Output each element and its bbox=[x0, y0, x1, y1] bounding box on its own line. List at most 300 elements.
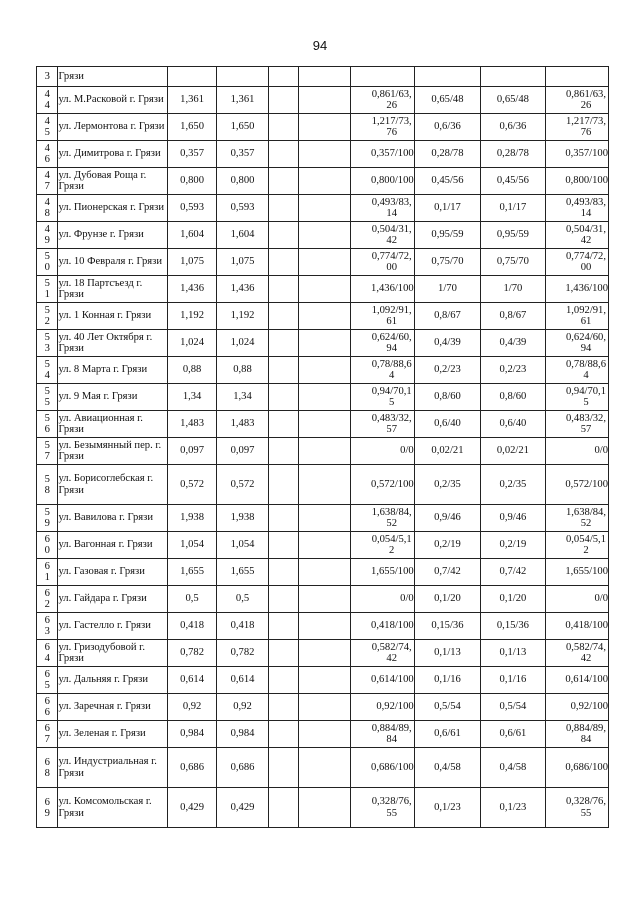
value-col-6: 0,7/42 bbox=[414, 559, 481, 586]
value-col-7 bbox=[481, 67, 545, 87]
table-row bbox=[37, 195, 609, 222]
value-col-5: 0,884/89,84 bbox=[351, 721, 414, 748]
row-number: 52 bbox=[37, 303, 58, 330]
table-row bbox=[37, 87, 609, 114]
table-row bbox=[37, 532, 609, 559]
value-col-8: 0,800/100 bbox=[545, 168, 608, 195]
row-number: 57 bbox=[37, 438, 58, 465]
value-col-5: 0,504/31,42 bbox=[351, 222, 414, 249]
table-row bbox=[37, 67, 609, 87]
value-col-1: 0,686 bbox=[167, 748, 216, 788]
row-number: 67 bbox=[37, 721, 58, 748]
value-col-3 bbox=[268, 465, 298, 505]
value-col-7: 0,28/78 bbox=[481, 141, 545, 168]
value-col-5: 0,92/100 bbox=[351, 694, 414, 721]
value-col-2: 0,984 bbox=[217, 721, 269, 748]
value-col-5: 1,638/84,52 bbox=[351, 505, 414, 532]
value-col-2: 0,614 bbox=[217, 667, 269, 694]
street-name: ул. 9 Мая г. Грязи bbox=[58, 384, 167, 411]
value-col-1: 0,357 bbox=[167, 141, 216, 168]
value-col-8: 0,418/100 bbox=[545, 613, 608, 640]
street-name: ул. Гризодубовой г. Грязи bbox=[58, 640, 167, 667]
value-col-1: 1,604 bbox=[167, 222, 216, 249]
table-row bbox=[37, 640, 609, 667]
row-number: 65 bbox=[37, 667, 58, 694]
value-col-4 bbox=[298, 505, 351, 532]
value-col-2: 1,655 bbox=[217, 559, 269, 586]
value-col-3 bbox=[268, 640, 298, 667]
value-col-1: 0,418 bbox=[167, 613, 216, 640]
value-col-1: 0,097 bbox=[167, 438, 216, 465]
value-col-6: 0,75/70 bbox=[414, 249, 481, 276]
row-number: 63 bbox=[37, 613, 58, 640]
value-col-5: 0,418/100 bbox=[351, 613, 414, 640]
table-row bbox=[37, 559, 609, 586]
value-col-2: 0,686 bbox=[217, 748, 269, 788]
value-col-8: 1,092/91,61 bbox=[545, 303, 608, 330]
value-col-6: 0,1/20 bbox=[414, 586, 481, 613]
value-col-8: 0,493/83,14 bbox=[545, 195, 608, 222]
value-col-4 bbox=[298, 788, 351, 828]
street-name: ул. М.Расковой г. Грязи bbox=[58, 87, 167, 114]
value-col-2: 1,436 bbox=[217, 276, 269, 303]
row-number: 61 bbox=[37, 559, 58, 586]
value-col-2: 1,192 bbox=[217, 303, 269, 330]
table-row bbox=[37, 141, 609, 168]
row-number: 55 bbox=[37, 384, 58, 411]
value-col-6: 0,65/48 bbox=[414, 87, 481, 114]
value-col-5: 0/0 bbox=[351, 586, 414, 613]
street-name: ул. Пионерская г. Грязи bbox=[58, 195, 167, 222]
value-col-3 bbox=[268, 438, 298, 465]
value-col-1: 0,88 bbox=[167, 357, 216, 384]
value-col-7: 0,2/23 bbox=[481, 357, 545, 384]
value-col-2: 1,938 bbox=[217, 505, 269, 532]
value-col-2: 0,357 bbox=[217, 141, 269, 168]
value-col-4 bbox=[298, 249, 351, 276]
value-col-5: 1,655/100 bbox=[351, 559, 414, 586]
value-col-5: 1,092/91,61 bbox=[351, 303, 414, 330]
table-row bbox=[37, 465, 609, 505]
table-row bbox=[37, 330, 609, 357]
street-name: ул. 8 Марта г. Грязи bbox=[58, 357, 167, 384]
value-col-8: 0,774/72,00 bbox=[545, 249, 608, 276]
value-col-1: 0,429 bbox=[167, 788, 216, 828]
value-col-7: 0,1/17 bbox=[481, 195, 545, 222]
value-col-4 bbox=[298, 559, 351, 586]
table-row bbox=[37, 505, 609, 532]
value-col-6: 0,95/59 bbox=[414, 222, 481, 249]
value-col-6: 0,1/13 bbox=[414, 640, 481, 667]
value-col-3 bbox=[268, 276, 298, 303]
value-col-1: 1,436 bbox=[167, 276, 216, 303]
value-col-1: 1,361 bbox=[167, 87, 216, 114]
value-col-4 bbox=[298, 667, 351, 694]
value-col-2: 0,800 bbox=[217, 168, 269, 195]
value-col-6: 0,02/21 bbox=[414, 438, 481, 465]
value-col-7: 0,1/20 bbox=[481, 586, 545, 613]
value-col-3 bbox=[268, 303, 298, 330]
value-col-6: 0,15/36 bbox=[414, 613, 481, 640]
value-col-4 bbox=[298, 694, 351, 721]
value-col-5: 0,328/76,55 bbox=[351, 788, 414, 828]
value-col-6: 0,4/39 bbox=[414, 330, 481, 357]
value-col-2: 0,097 bbox=[217, 438, 269, 465]
table-row bbox=[37, 613, 609, 640]
value-col-3 bbox=[268, 721, 298, 748]
value-col-8: 0,328/76,55 bbox=[545, 788, 608, 828]
value-col-2: 1,483 bbox=[217, 411, 269, 438]
row-number: 60 bbox=[37, 532, 58, 559]
table-row bbox=[37, 667, 609, 694]
value-col-2: 0,88 bbox=[217, 357, 269, 384]
value-col-8: 0,861/63,26 bbox=[545, 87, 608, 114]
value-col-6: 0,8/67 bbox=[414, 303, 481, 330]
value-col-2 bbox=[217, 67, 269, 87]
value-col-5: 0,800/100 bbox=[351, 168, 414, 195]
value-col-6: 0,1/23 bbox=[414, 788, 481, 828]
value-col-4 bbox=[298, 141, 351, 168]
row-number: 47 bbox=[37, 168, 58, 195]
value-col-7: 0,5/54 bbox=[481, 694, 545, 721]
row-number: 64 bbox=[37, 640, 58, 667]
value-col-2: 1,34 bbox=[217, 384, 269, 411]
value-col-7: 1/70 bbox=[481, 276, 545, 303]
value-col-7: 0,4/58 bbox=[481, 748, 545, 788]
value-col-7: 0,15/36 bbox=[481, 613, 545, 640]
value-col-5: 0,493/83,14 bbox=[351, 195, 414, 222]
value-col-8: 0,686/100 bbox=[545, 748, 608, 788]
value-col-7: 0,1/16 bbox=[481, 667, 545, 694]
value-col-8: 0,884/89,84 bbox=[545, 721, 608, 748]
value-col-7: 0,6/61 bbox=[481, 721, 545, 748]
table-row bbox=[37, 411, 609, 438]
value-col-6: 0,8/60 bbox=[414, 384, 481, 411]
value-col-5: 0,614/100 bbox=[351, 667, 414, 694]
value-col-4 bbox=[298, 465, 351, 505]
value-col-5: 1,436/100 bbox=[351, 276, 414, 303]
value-col-8: 0,054/5,12 bbox=[545, 532, 608, 559]
value-col-1: 1,34 bbox=[167, 384, 216, 411]
value-col-1: 0,593 bbox=[167, 195, 216, 222]
value-col-4 bbox=[298, 330, 351, 357]
value-col-3 bbox=[268, 195, 298, 222]
value-col-6: 1/70 bbox=[414, 276, 481, 303]
value-col-4 bbox=[298, 357, 351, 384]
value-col-4 bbox=[298, 532, 351, 559]
value-col-4 bbox=[298, 384, 351, 411]
table-body bbox=[37, 67, 609, 828]
value-col-7: 0,8/67 bbox=[481, 303, 545, 330]
value-col-3 bbox=[268, 613, 298, 640]
street-name: ул. Зеленая г. Грязи bbox=[58, 721, 167, 748]
street-name: ул. Гайдара г. Грязи bbox=[58, 586, 167, 613]
value-col-4 bbox=[298, 195, 351, 222]
street-name: Грязи bbox=[58, 67, 167, 87]
value-col-8: 0,483/32,57 bbox=[545, 411, 608, 438]
value-col-8: 0,572/100 bbox=[545, 465, 608, 505]
value-col-4 bbox=[298, 303, 351, 330]
value-col-6: 0,6/36 bbox=[414, 114, 481, 141]
value-col-7: 0,1/13 bbox=[481, 640, 545, 667]
table-row bbox=[37, 586, 609, 613]
row-number: 51 bbox=[37, 276, 58, 303]
value-col-6: 0,6/61 bbox=[414, 721, 481, 748]
value-col-2: 1,054 bbox=[217, 532, 269, 559]
value-col-5: 0,774/72,00 bbox=[351, 249, 414, 276]
street-name: ул. 40 Лет Октября г. Грязи bbox=[58, 330, 167, 357]
value-col-3 bbox=[268, 357, 298, 384]
value-col-4 bbox=[298, 586, 351, 613]
table-row bbox=[37, 249, 609, 276]
row-number: 48 bbox=[37, 195, 58, 222]
value-col-1: 1,655 bbox=[167, 559, 216, 586]
value-col-8: 0,92/100 bbox=[545, 694, 608, 721]
value-col-6: 0,1/16 bbox=[414, 667, 481, 694]
value-col-6: 0,5/54 bbox=[414, 694, 481, 721]
value-col-8: 0,357/100 bbox=[545, 141, 608, 168]
table-row bbox=[37, 438, 609, 465]
value-col-3 bbox=[268, 168, 298, 195]
street-name: ул. Гастелло г. Грязи bbox=[58, 613, 167, 640]
value-col-1: 1,192 bbox=[167, 303, 216, 330]
value-col-2: 1,361 bbox=[217, 87, 269, 114]
street-name: ул. Димитрова г. Грязи bbox=[58, 141, 167, 168]
value-col-6 bbox=[414, 67, 481, 87]
value-col-1: 0,800 bbox=[167, 168, 216, 195]
value-col-3 bbox=[268, 411, 298, 438]
value-col-5: 0,624/60,94 bbox=[351, 330, 414, 357]
value-col-5: 0,582/74,42 bbox=[351, 640, 414, 667]
row-number: 66 bbox=[37, 694, 58, 721]
row-number: 59 bbox=[37, 505, 58, 532]
value-col-8: 0/0 bbox=[545, 438, 608, 465]
value-col-5: 0/0 bbox=[351, 438, 414, 465]
value-col-7: 0,1/23 bbox=[481, 788, 545, 828]
value-col-8: 0,94/70,15 bbox=[545, 384, 608, 411]
page-number: 94 bbox=[312, 38, 328, 53]
value-col-3 bbox=[268, 141, 298, 168]
street-name: ул. Дубовая Роща г. Грязи bbox=[58, 168, 167, 195]
value-col-8: 0,78/88,64 bbox=[545, 357, 608, 384]
value-col-4 bbox=[298, 438, 351, 465]
value-col-2: 0,92 bbox=[217, 694, 269, 721]
street-name: ул. Борисоглебская г. Грязи bbox=[58, 465, 167, 505]
value-col-2: 0,5 bbox=[217, 586, 269, 613]
value-col-2: 0,429 bbox=[217, 788, 269, 828]
row-number: 53 bbox=[37, 330, 58, 357]
value-col-8: 0/0 bbox=[545, 586, 608, 613]
value-col-7: 0,4/39 bbox=[481, 330, 545, 357]
value-col-4 bbox=[298, 411, 351, 438]
row-number: 54 bbox=[37, 357, 58, 384]
value-col-1: 0,5 bbox=[167, 586, 216, 613]
table-row bbox=[37, 222, 609, 249]
table-row bbox=[37, 303, 609, 330]
value-col-3 bbox=[268, 87, 298, 114]
row-number: 56 bbox=[37, 411, 58, 438]
table-row bbox=[37, 748, 609, 788]
value-col-8 bbox=[545, 67, 608, 87]
value-col-4 bbox=[298, 67, 351, 87]
value-col-4 bbox=[298, 222, 351, 249]
value-col-3 bbox=[268, 222, 298, 249]
value-col-2: 0,782 bbox=[217, 640, 269, 667]
row-number: 50 bbox=[37, 249, 58, 276]
street-name: ул. Заречная г. Грязи bbox=[58, 694, 167, 721]
value-col-1: 1,054 bbox=[167, 532, 216, 559]
value-col-8: 1,436/100 bbox=[545, 276, 608, 303]
value-col-4 bbox=[298, 114, 351, 141]
value-col-5: 0,686/100 bbox=[351, 748, 414, 788]
value-col-6: 0,45/56 bbox=[414, 168, 481, 195]
street-name: ул. Лермонтова г. Грязи bbox=[58, 114, 167, 141]
table-row bbox=[37, 357, 609, 384]
value-col-8: 1,655/100 bbox=[545, 559, 608, 586]
value-col-2: 1,075 bbox=[217, 249, 269, 276]
value-col-1: 1,075 bbox=[167, 249, 216, 276]
street-name: ул. Авиационная г. Грязи bbox=[58, 411, 167, 438]
value-col-7: 0,6/36 bbox=[481, 114, 545, 141]
value-col-3 bbox=[268, 384, 298, 411]
value-col-2: 0,593 bbox=[217, 195, 269, 222]
table-row bbox=[37, 168, 609, 195]
value-col-7: 0,8/60 bbox=[481, 384, 545, 411]
value-col-7: 0,75/70 bbox=[481, 249, 545, 276]
value-col-3 bbox=[268, 586, 298, 613]
value-col-7: 0,2/19 bbox=[481, 532, 545, 559]
value-col-8: 0,614/100 bbox=[545, 667, 608, 694]
row-number: 68 bbox=[37, 748, 58, 788]
table-row bbox=[37, 721, 609, 748]
street-name: ул. Газовая г. Грязи bbox=[58, 559, 167, 586]
row-number: 62 bbox=[37, 586, 58, 613]
value-col-5: 0,054/5,12 bbox=[351, 532, 414, 559]
value-col-7: 0,95/59 bbox=[481, 222, 545, 249]
value-col-4 bbox=[298, 748, 351, 788]
data-table bbox=[36, 66, 609, 828]
value-col-5: 0,861/63,26 bbox=[351, 87, 414, 114]
table-row bbox=[37, 788, 609, 828]
street-name: ул. Вагонная г. Грязи bbox=[58, 532, 167, 559]
value-col-3 bbox=[268, 532, 298, 559]
value-col-3 bbox=[268, 505, 298, 532]
value-col-1: 1,024 bbox=[167, 330, 216, 357]
value-col-5: 0,483/32,57 bbox=[351, 411, 414, 438]
street-name: ул. Безымянный пер. г. Грязи bbox=[58, 438, 167, 465]
value-col-2: 0,418 bbox=[217, 613, 269, 640]
value-col-4 bbox=[298, 168, 351, 195]
value-col-4 bbox=[298, 721, 351, 748]
value-col-1: 0,984 bbox=[167, 721, 216, 748]
value-col-7: 0,02/21 bbox=[481, 438, 545, 465]
value-col-6: 0,9/46 bbox=[414, 505, 481, 532]
value-col-6: 0,2/19 bbox=[414, 532, 481, 559]
value-col-4 bbox=[298, 640, 351, 667]
value-col-6: 0,28/78 bbox=[414, 141, 481, 168]
value-col-1: 0,782 bbox=[167, 640, 216, 667]
street-name: ул. Дальняя г. Грязи bbox=[58, 667, 167, 694]
value-col-5: 0,357/100 bbox=[351, 141, 414, 168]
value-col-6: 0,6/40 bbox=[414, 411, 481, 438]
value-col-3 bbox=[268, 249, 298, 276]
value-col-2: 1,604 bbox=[217, 222, 269, 249]
street-name: ул. 18 Партсъезд г. Грязи bbox=[58, 276, 167, 303]
value-col-7: 0,7/42 bbox=[481, 559, 545, 586]
value-col-6: 0,1/17 bbox=[414, 195, 481, 222]
value-col-1: 1,938 bbox=[167, 505, 216, 532]
value-col-2: 1,650 bbox=[217, 114, 269, 141]
value-col-1: 0,572 bbox=[167, 465, 216, 505]
value-col-3 bbox=[268, 748, 298, 788]
value-col-5: 0,94/70,15 bbox=[351, 384, 414, 411]
row-number: 46 bbox=[37, 141, 58, 168]
value-col-1: 0,92 bbox=[167, 694, 216, 721]
row-number: 44 bbox=[37, 87, 58, 114]
value-col-3 bbox=[268, 667, 298, 694]
row-number: 3 bbox=[37, 67, 58, 87]
value-col-6: 0,2/23 bbox=[414, 357, 481, 384]
value-col-7: 0,2/35 bbox=[481, 465, 545, 505]
value-col-4 bbox=[298, 276, 351, 303]
value-col-3 bbox=[268, 330, 298, 357]
row-number: 45 bbox=[37, 114, 58, 141]
value-col-5: 1,217/73,76 bbox=[351, 114, 414, 141]
value-col-4 bbox=[298, 613, 351, 640]
value-col-4 bbox=[298, 87, 351, 114]
value-col-3 bbox=[268, 67, 298, 87]
table-row bbox=[37, 114, 609, 141]
value-col-1 bbox=[167, 67, 216, 87]
value-col-8: 0,624/60,94 bbox=[545, 330, 608, 357]
street-name: ул. Комсомольская г. Грязи bbox=[58, 788, 167, 828]
value-col-1: 0,614 bbox=[167, 667, 216, 694]
row-number: 58 bbox=[37, 465, 58, 505]
value-col-3 bbox=[268, 788, 298, 828]
value-col-1: 1,650 bbox=[167, 114, 216, 141]
value-col-5 bbox=[351, 67, 414, 87]
value-col-7: 0,65/48 bbox=[481, 87, 545, 114]
value-col-8: 0,504/31,42 bbox=[545, 222, 608, 249]
value-col-5: 0,572/100 bbox=[351, 465, 414, 505]
row-number: 49 bbox=[37, 222, 58, 249]
street-name: ул. Фрунзе г. Грязи bbox=[58, 222, 167, 249]
value-col-3 bbox=[268, 559, 298, 586]
street-name: ул. 10 Февраля г. Грязи bbox=[58, 249, 167, 276]
value-col-3 bbox=[268, 114, 298, 141]
value-col-3 bbox=[268, 694, 298, 721]
value-col-8: 0,582/74,42 bbox=[545, 640, 608, 667]
value-col-8: 1,638/84,52 bbox=[545, 505, 608, 532]
street-name: ул. Индустриальная г. Грязи bbox=[58, 748, 167, 788]
row-number: 69 bbox=[37, 788, 58, 828]
street-name: ул. 1 Конная г. Грязи bbox=[58, 303, 167, 330]
table-row bbox=[37, 384, 609, 411]
value-col-6: 0,2/35 bbox=[414, 465, 481, 505]
table-row bbox=[37, 694, 609, 721]
value-col-7: 0,45/56 bbox=[481, 168, 545, 195]
value-col-7: 0,9/46 bbox=[481, 505, 545, 532]
street-name: ул. Вавилова г. Грязи bbox=[58, 505, 167, 532]
value-col-8: 1,217/73,76 bbox=[545, 114, 608, 141]
value-col-5: 0,78/88,64 bbox=[351, 357, 414, 384]
value-col-2: 1,024 bbox=[217, 330, 269, 357]
value-col-6: 0,4/58 bbox=[414, 748, 481, 788]
value-col-2: 0,572 bbox=[217, 465, 269, 505]
value-col-7: 0,6/40 bbox=[481, 411, 545, 438]
table-row bbox=[37, 276, 609, 303]
value-col-1: 1,483 bbox=[167, 411, 216, 438]
